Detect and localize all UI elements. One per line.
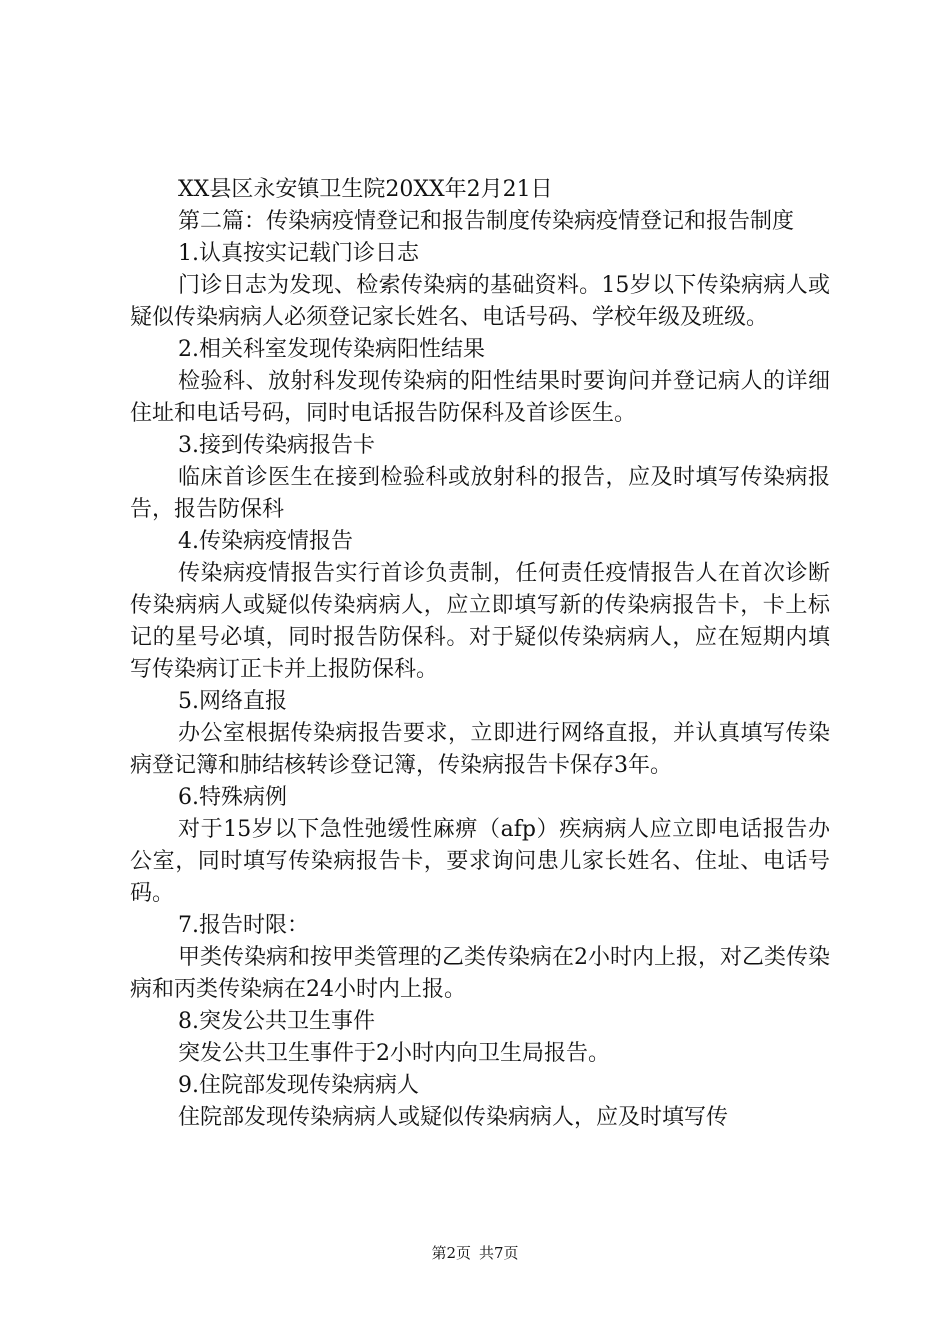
paragraph-body-5: 办公室根据传染病报告要求，立即进行网络直报，并认真填写传染病登记簿和肺结核转诊登记簿，传染病报告卡保存3年。	[130, 721, 830, 778]
paragraph-date-line: XX县区永安镇卫生院20XX年2月21日	[178, 177, 553, 202]
paragraph-body-6: 对于15岁以下急性弛缓性麻痹（afp）疾病病人应立即电话报告办公室，同时填写传染病报告卡，要求询问患儿家长姓名、住址、电话号码。	[130, 817, 830, 906]
paragraph-heading-4: 4.传染病疫情报告	[178, 529, 353, 554]
paragraph-heading-7: 7.报告时限：	[178, 913, 309, 938]
paragraph-body-2: 检验科、放射科发现传染病的阳性结果时要询问并登记病人的详细住址和电话号码，同时电话报告防保科及首诊医生。	[130, 369, 830, 426]
paragraph-heading-8: 8.突发公共卫生事件	[178, 1009, 375, 1034]
paragraph-body-8: 突发公共卫生事件于2小时内向卫生局报告。	[178, 1041, 610, 1066]
document-body	[130, 174, 830, 1134]
paragraph-heading-9: 9.住院部发现传染病病人	[178, 1073, 419, 1098]
paragraph-chapter-title: 第二篇：传染病疫情登记和报告制度传染病疫情登记和报告制度	[178, 209, 795, 234]
page-number: 第2页	[431, 1244, 471, 1262]
page-footer	[0, 1243, 950, 1263]
paragraph-heading-2: 2.相关科室发现传染病阳性结果	[178, 337, 485, 362]
paragraph-heading-1: 1.认真按实记载门诊日志	[178, 241, 419, 266]
page-total: 共7页	[479, 1244, 519, 1262]
paragraph-heading-6: 6.特殊病例	[178, 785, 287, 810]
paragraph-body-9: 住院部发现传染病病人或疑似传染病病人，应及时填写传	[178, 1105, 729, 1130]
paragraph-heading-5: 5.网络直报	[178, 689, 287, 714]
paragraph-body-4: 传染病疫情报告实行首诊负责制，任何责任疫情报告人在首次诊断传染病病人或疑似传染病病人，应立即填写新的传染病报告卡，卡上标记的星号必填，同时报告防保科。对于疑似传染病病人，应在短期内填写传染病订正卡并上报防保科。	[130, 561, 830, 682]
paragraph-heading-3: 3.接到传染病报告卡	[178, 433, 375, 458]
paragraph-body-7: 甲类传染病和按甲类管理的乙类传染病在2小时内上报，对乙类传染病和丙类传染病在24小时内上报。	[130, 945, 830, 1002]
paragraph-body-3: 临床首诊医生在接到检验科或放射科的报告，应及时填写传染病报告，报告防保科	[130, 465, 830, 522]
paragraph-body-1: 门诊日志为发现、检索传染病的基础资料。15岁以下传染病病人或疑似传染病病人必须登记家长姓名、电话号码、学校年级及班级。	[130, 273, 830, 330]
